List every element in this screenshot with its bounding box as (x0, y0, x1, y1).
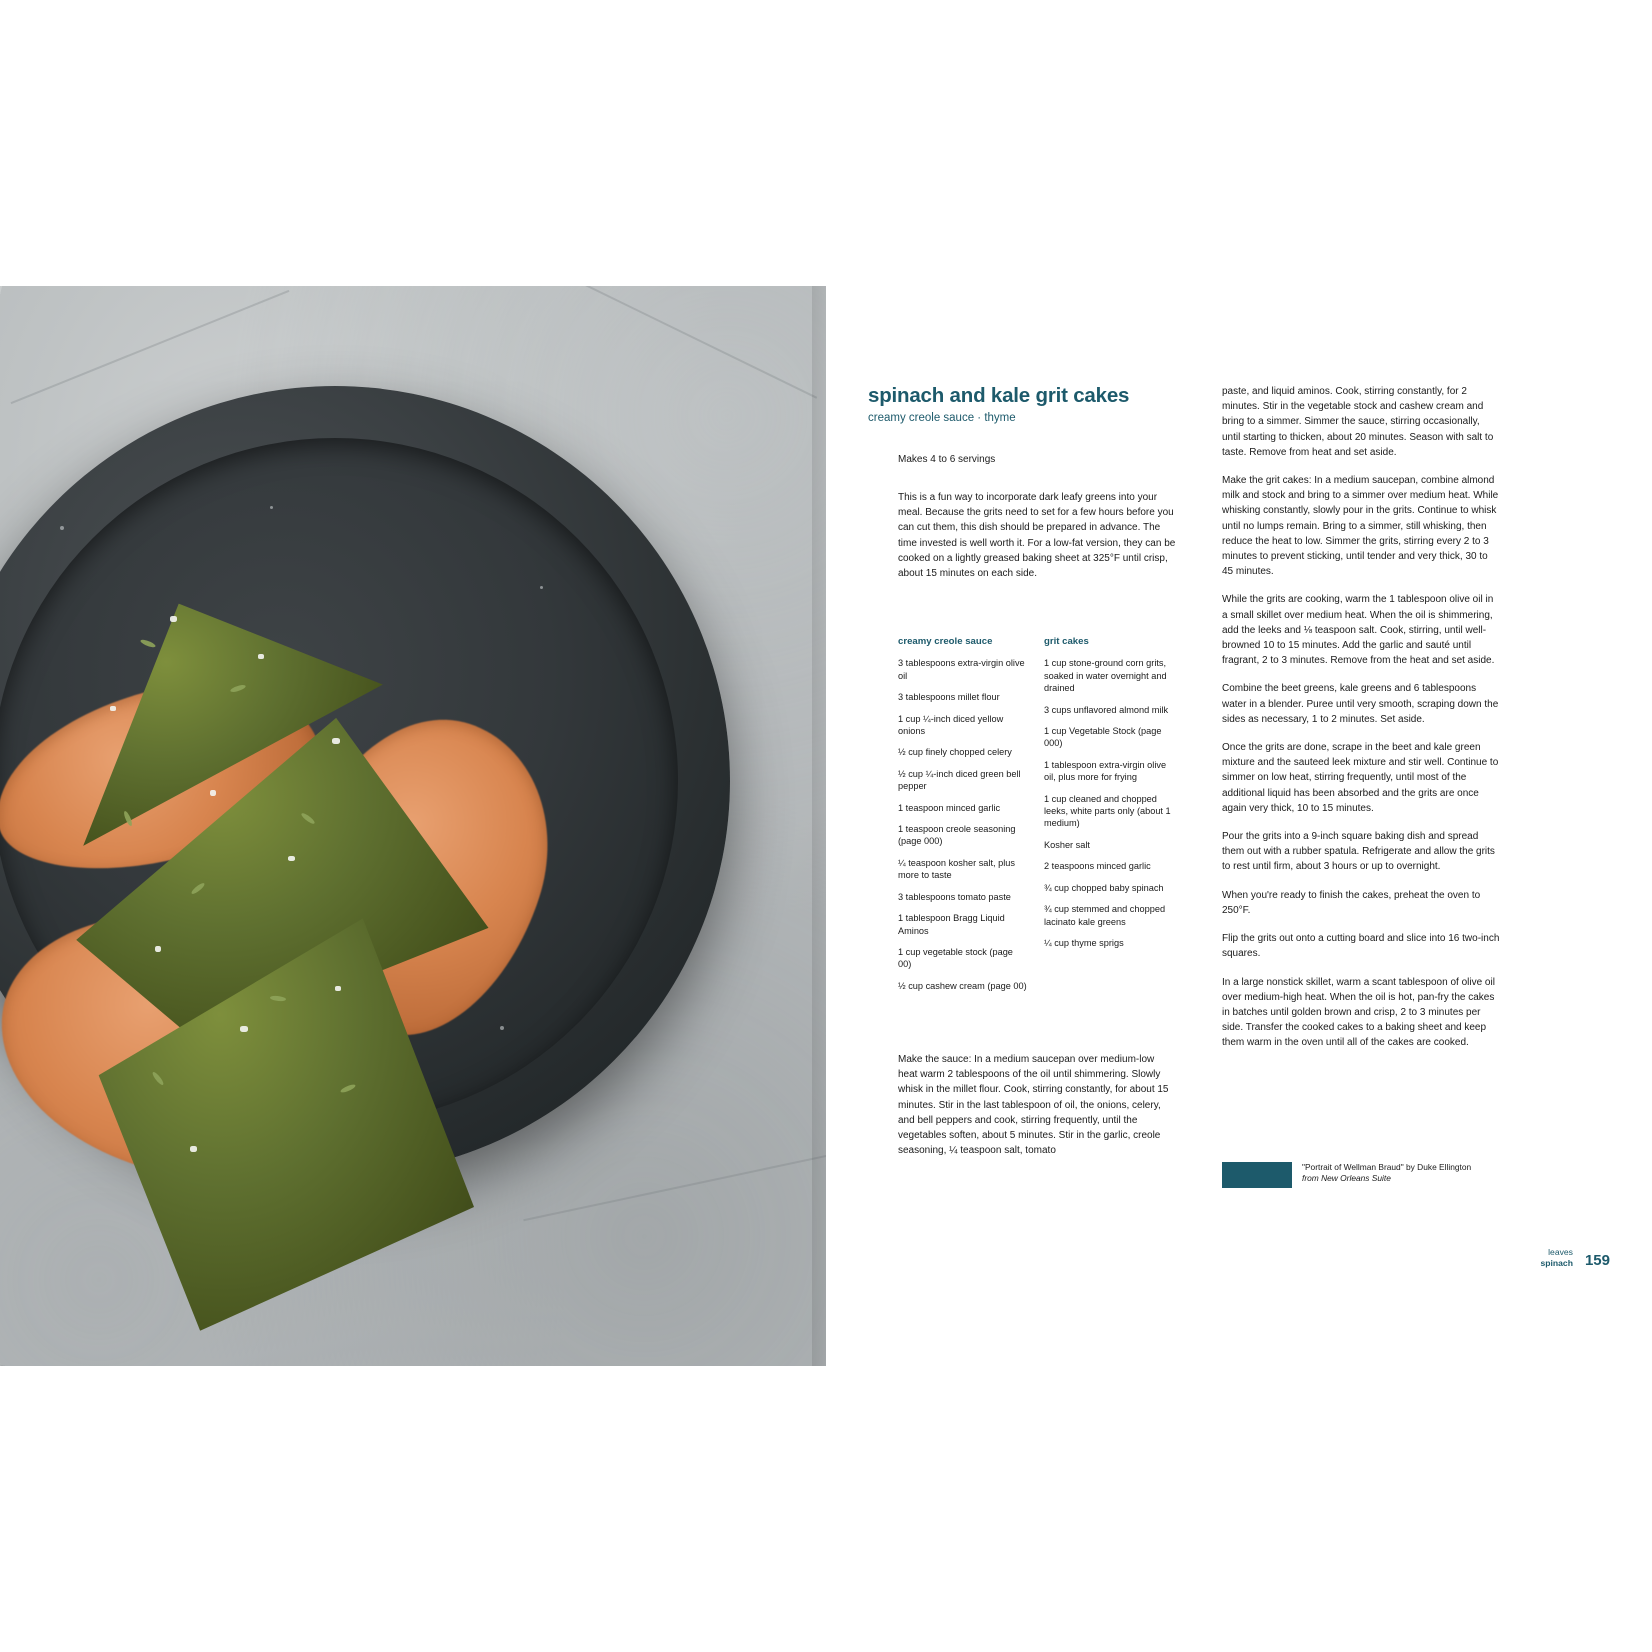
color-swatch (1222, 1162, 1292, 1188)
page-number: 159 (1584, 1252, 1610, 1269)
ingredient-item: 1 teaspoon creole seasoning (page 000) (898, 824, 1016, 847)
ingredient-item: ¾ cup stemmed and chopped lacinato kale greens (1044, 904, 1166, 927)
plate-speck (60, 526, 64, 530)
salt-flake (190, 1146, 197, 1152)
ingredients-cakes-heading: grit cakes (1044, 636, 1089, 647)
recipe-title: spinach and kale grit cakes (868, 384, 1130, 407)
ingredient-item: ¾ cup chopped baby spinach (1044, 882, 1164, 893)
method-paragraph: Make the grit cakes: In a medium saucepan, combine almond milk and stock and bring to a simmer over medium heat. While whisking constantly, slowly pour in the grits. Continue to whisk until no lumps remain. Bring to a simmer, still whisking, then reduce the heat to low. Simmer the grits, stirring every 2 to 3 minutes to prevent sticking, until tender and very thick, 30 to 45 minutes. (1222, 475, 1499, 578)
ingredient-item: 3 tablespoons tomato paste (898, 891, 1011, 902)
ingredient-item: ½ cup cashew cream (page 00) (898, 980, 1027, 991)
ingredient-item: ½ cup ¼-inch diced green bell pepper (898, 768, 1021, 792)
folio-subsection: spinach (1540, 1257, 1573, 1268)
method-paragraph: Make the sauce: In a medium saucepan over medium-low heat warm 2 tablespoons of the oil until shimmering. Slowly whisk in the millet flour. Cook, stirring constantly, for about 15 minutes. Stir in the last tablespoon of oil, the onions, celery, and bell peppers and cook, stirring frequently, until the vegetables soften, about 5 minutes. Stir in the garlic, creole seasoning, ¼ teaspoon salt, tomato (898, 1054, 1169, 1157)
method-paragraph: paste, and liquid aminos. Cook, stirring constantly, for 2 minutes. Stir in the vegetable stock and cashew cream and bring to a simmer. Simmer the sauce, stirring occasionally, until starting to thicken, about 20 minutes. Season with salt to taste. Remove from heat and set aside. (1222, 386, 1494, 458)
salt-flake (210, 790, 216, 796)
ingredient-item: 2 teaspoons minced garlic (1044, 861, 1151, 872)
folio-labels (1540, 1247, 1572, 1268)
method-column-right (1222, 384, 1500, 1064)
music-pairing-line-1: "Portrait of Wellman Braud" by Duke Ellington (1302, 1162, 1472, 1172)
ingredient-item: 3 tablespoons extra-virgin olive oil (898, 658, 1025, 681)
method-paragraph: Combine the beet greens, kale greens and 6 tablespoons water in a blender. Puree until very smooth, scraping down the sides as necessary, 1 to 2 minutes. Set aside. (1222, 683, 1499, 725)
method-column-left (898, 1052, 1176, 1171)
servings-text: Makes 4 to 6 servings (898, 454, 996, 465)
recipe-text-page (826, 286, 1652, 1366)
method-paragraph: Pour the grits into a 9-inch square baking dish and spread them out with a rubber spatula. Refrigerate and allow the grits to rest until firm, about 3 hours or up to overnight. (1222, 831, 1495, 873)
ingredient-item: 1 cup cleaned and chopped leeks, white parts only (about 1 medium) (1044, 793, 1171, 829)
plate-speck (500, 1026, 504, 1030)
plate-speck (270, 506, 273, 509)
folio (1540, 1247, 1610, 1268)
method-paragraph: While the grits are cooking, warm the 1 tablespoon olive oil in a small skillet over medium heat. When the oil is shimmering, add the leeks and ⅛ teaspoon salt. Cook, stirring, until well-browned 10 to 15 minutes. Add the garlic and sauté until fragrant, 2 to 3 minutes. Remove from the heat and set aside. (1222, 594, 1495, 667)
ingredients-sauce-column (898, 636, 1028, 1001)
book-spread (0, 286, 1652, 1366)
method-paragraph: Flip the grits out onto a cutting board and slice into 16 two-inch squares. (1222, 933, 1500, 960)
ingredient-item: ½ cup finely chopped celery (898, 747, 1012, 758)
salt-flake (155, 946, 161, 952)
method-paragraph: In a large nonstick skillet, warm a scant tablespoon of olive oil over medium-high heat. When the oil is hot, pan-fry the cakes in batches until golden brown and crisp, 2 to 3 minutes per side. Transfer the cooked cakes to a baking sheet and keep them warm in the oven until all of the cakes are cooked. (1222, 976, 1495, 1049)
recipe-photo (0, 286, 826, 1366)
salt-flake (335, 986, 341, 991)
music-pairing-line-2: from New Orleans Suite (1302, 1173, 1391, 1183)
recipe-subtitle: creamy creole sauce · thyme (868, 412, 1016, 424)
salt-flake (332, 738, 340, 744)
salt-flake (170, 616, 177, 622)
recipe-headnote: This is a fun way to incorporate dark leafy greens into your meal. Because the grits need to set for a few hours before you can cut them, this dish should be prepared in advance. The time invested is well worth it. For a low-fat version, they can be cooked on a lightly greased baking sheet at 325°F until crisp, about 15 minutes on each side. (898, 492, 1176, 580)
music-pairing-text (1302, 1162, 1471, 1184)
plate-speck (540, 586, 543, 589)
ingredients-sauce-heading: creamy creole sauce (898, 636, 993, 647)
ingredient-item: 3 cups unflavored almond milk (1044, 704, 1169, 715)
ingredient-item: 1 cup vegetable stock (page 00) (898, 946, 1013, 970)
method-paragraph: Once the grits are done, scrape in the beet and kale green mixture and the sauteed leek mixture and stir well. Continue to simmer on low heat, stirring frequently, until most of the additional liquid has been absorbed and the grits are once again very thick, 10 to 15 minutes. (1222, 742, 1499, 814)
ingredient-item: 1 tablespoon Bragg Liquid Aminos (898, 913, 1005, 936)
ingredient-item: 3 tablespoons millet flour (898, 692, 1000, 703)
ingredient-item: ¼ teaspoon kosher salt, plus more to taste (898, 857, 1015, 881)
folio-section: leaves (1548, 1247, 1573, 1258)
music-pairing-note (1222, 1162, 1522, 1188)
method-paragraph: When you're ready to finish the cakes, preheat the oven to 250°F. (1222, 889, 1481, 916)
ingredient-item: 1 cup ¼-inch diced yellow onions (898, 713, 1004, 737)
ingredient-item: Kosher salt (1044, 839, 1090, 850)
salt-flake (288, 856, 295, 861)
salt-flake (240, 1026, 248, 1032)
ingredient-item: 1 tablespoon extra-virgin olive oil, plus more for frying (1044, 759, 1167, 783)
salt-flake (110, 706, 116, 711)
salt-flake (258, 654, 264, 659)
ingredients-cakes-column (1044, 636, 1174, 958)
ingredient-item: ¼ cup thyme sprigs (1044, 937, 1124, 948)
ingredient-item: 1 teaspoon minced garlic (898, 802, 1001, 813)
ingredient-item: 1 cup stone-ground corn grits, soaked in water overnight and drained (1044, 658, 1167, 694)
ingredient-item: 1 cup Vegetable Stock (page 000) (1044, 726, 1162, 749)
